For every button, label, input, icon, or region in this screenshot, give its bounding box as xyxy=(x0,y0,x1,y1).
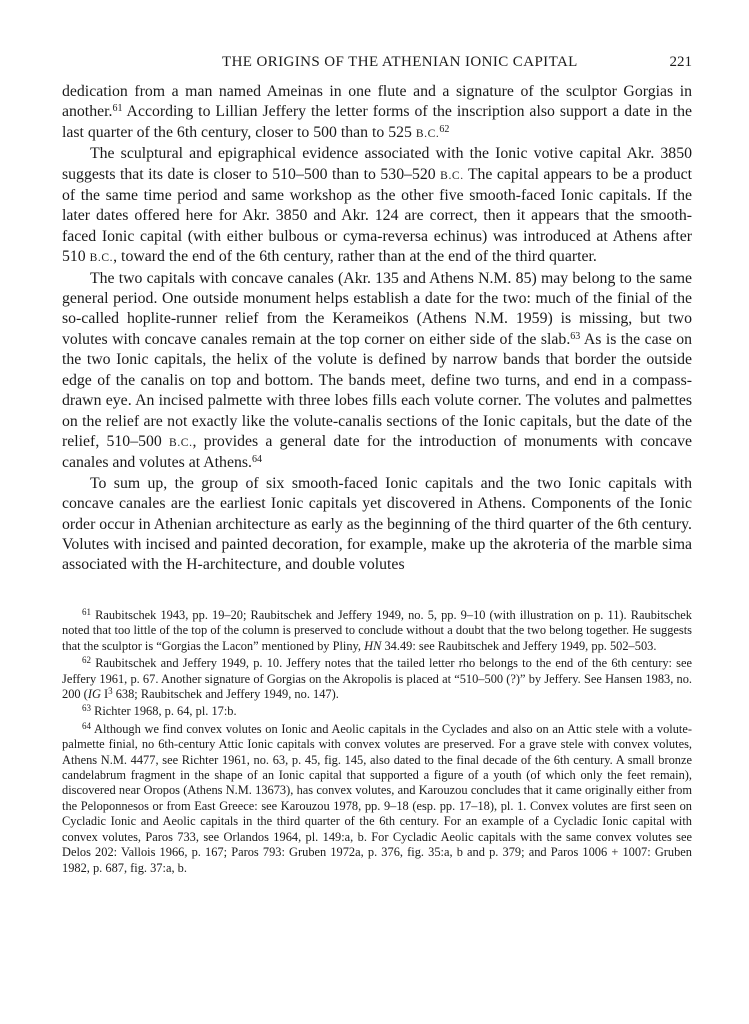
note-marker: 62 xyxy=(439,123,450,135)
note-marker: 63 xyxy=(82,703,91,714)
text-run: The two capitals with concave canales (Akr. 135 and Athens N.M. 85) may belong to the same general period. One outside monument helps establish a date for the two: much of the finial of the so-called hoplite-runner relief from the Kerameikos (Athens N.M. 1959) is missing, but two volutes with concave canales remain at the top corner on either side of the slab. xyxy=(62,269,692,348)
note-marker: 62 xyxy=(82,655,91,666)
text-run: To sum up, the group of six smooth-faced Ionic capitals and the two Ionic capitals with concave canales are the earliest Ionic capitals yet discovered in Athens. Components of the Ionic order occur in Athenian architecture as early as the beginning of the third quarter of the 6th century. Volutes with incised and painted decoration, for example, make up the akroteria of the marble sima associated with the H-architecture, and double volutes xyxy=(62,474,692,574)
text-run: Although we find convex volutes on Ionic and Aeolic capitals in the Cyclades and also on an Attic stele with a volute-palmette finial, no 6th-century Attic Ionic capitals with convex volutes are preserved. For a grave stele with convex volutes, Athens N.M. 4477, see Richter 1961, no. 63, p. 45, fig. 145, also dated to the final decade of the 6th century. A small bronze candelabrum fragment in the shape of an Ionic capital that supported a figure of a youth (of which only the feet remain), discovered near Oropos (Athens N.M. 13673), has convex volutes, and Karouzou concludes that it came originally either from the Peloponnesos or from East Greece: see Karouzou 1978, pp. 9–18 (esp. pp. 17–18), pl. 1. Convex volutes are first seen on Cycladic Ionic and Aeolic capitals in the third quarter of the 6th century. For an example of a Cycladic Ionic capital with convex volutes, Paros 733, see Orlandos 1964, pl. 149:a, b. For Cycladic Aeolic capitals with the same convex volutes see Delos 202: Vallois 1966, p. 167; Paros 793: Gruben 1972a, p. 376, fig. 35:a, b and p. 379; and Paros 1006 + 1007: Gruben 1982, p. 687, fig. 37:a, b. xyxy=(62,721,692,875)
text-run: Richter 1968, p. 64, pl. 17:b. xyxy=(91,704,237,719)
body-paragraph xyxy=(62,82,692,144)
text-run: Raubitschek and Jeffery 1949, p. 10. Jeffery notes that the tailed letter rho belongs to the end of the 6th century: see Jeffery 1961, p. 67. Another signature of Gorgias on the Akropolis is placed at “510–500 (?)” by Jeffery. See Hansen 1983, no. 200 ( xyxy=(62,656,692,702)
footnote xyxy=(62,704,692,719)
text-run: 638; Raubitschek and Jeffery 1949, no. 147). xyxy=(112,687,339,702)
body-paragraph xyxy=(62,144,692,268)
text-run: The capital appears to be a product of the same time period and same workshop as the other five smooth-faced Ionic capitals. If the later dates offered here for Akr. 3850 and Akr. 124 are correct, then it appears that the smooth-faced Ionic capital (with either bulbous or cyma-reversa echinus) was introduced at Athens after 510 xyxy=(62,165,692,266)
era-abbrev: B.C. xyxy=(415,127,440,140)
running-title: THE ORIGINS OF THE ATHENIAN IONIC CAPITAL xyxy=(222,54,578,70)
era-abbrev: B.C. xyxy=(89,252,114,265)
italic-text: IG xyxy=(87,687,101,702)
text-run: , provides a general date for the introduction of monuments with concave canales and volutes at Athens. xyxy=(62,432,692,472)
page-number: 221 xyxy=(669,54,692,70)
note-marker: 3 xyxy=(108,686,113,697)
page-content xyxy=(62,52,692,576)
running-header xyxy=(62,52,692,82)
text-run: The sculptural and epigraphical evidence associated with the Ionic votive capital Akr. 3850 suggests that its date is closer to 510–500 than to 530–520 xyxy=(62,145,692,183)
footnote xyxy=(62,656,692,702)
body-text xyxy=(62,82,692,576)
note-marker: 64 xyxy=(251,454,262,466)
text-run: , toward the end of the 6th century, rather than at the end of the third quarter. xyxy=(113,248,597,266)
footnotes xyxy=(62,608,692,878)
footnote xyxy=(62,722,692,876)
text-run: According to Lillian Jeffery the letter forms of the inscription also support a date in the last quarter of the 6th century, closer to 500 than to 525 xyxy=(62,103,692,141)
text-run: 34.49: see Raubitschek and Jeffery 1949, pp. 502–503. xyxy=(381,638,657,653)
era-abbrev: B.C. xyxy=(169,436,193,449)
text-run: I xyxy=(100,687,109,702)
text-run: Raubitschek 1943, pp. 19–20; Raubitschek and Jeffery 1949, no. 5, pp. 9–10 (with illustration on p. 11). Raubitschek noted that too little of the top of the column is preserved to conclude without a doubt that the two belong together. He suggests that the sculptor is “Gorgias the Lacon” mentioned by Pliny, xyxy=(62,608,692,653)
note-marker: 61 xyxy=(82,607,91,617)
note-marker: 63 xyxy=(570,330,581,342)
italic-text: HN xyxy=(364,638,382,653)
text-run: As is the case on the two Ionic capitals, the helix of the volute is defined by narrow bands that border the outside edge of the canalis on top and bottom. The bands meet, define two turns, and end in a compass-drawn eye. An incised palmette with three lobes fills each volute corner. The volutes and palmettes on the relief are not exactly like the volute-canalis sections of the Ionic capitals, but the date of the relief, 510–500 xyxy=(62,330,692,450)
body-paragraph xyxy=(62,474,692,576)
note-marker: 64 xyxy=(82,720,91,731)
body-paragraph xyxy=(62,269,692,474)
text-run: dedication from a man named Ameinas in one flute and a signature of the sculptor Gorgias in another. xyxy=(62,83,692,121)
footnote xyxy=(62,608,692,654)
era-abbrev: B.C. xyxy=(440,169,464,182)
note-marker: 61 xyxy=(112,103,123,115)
